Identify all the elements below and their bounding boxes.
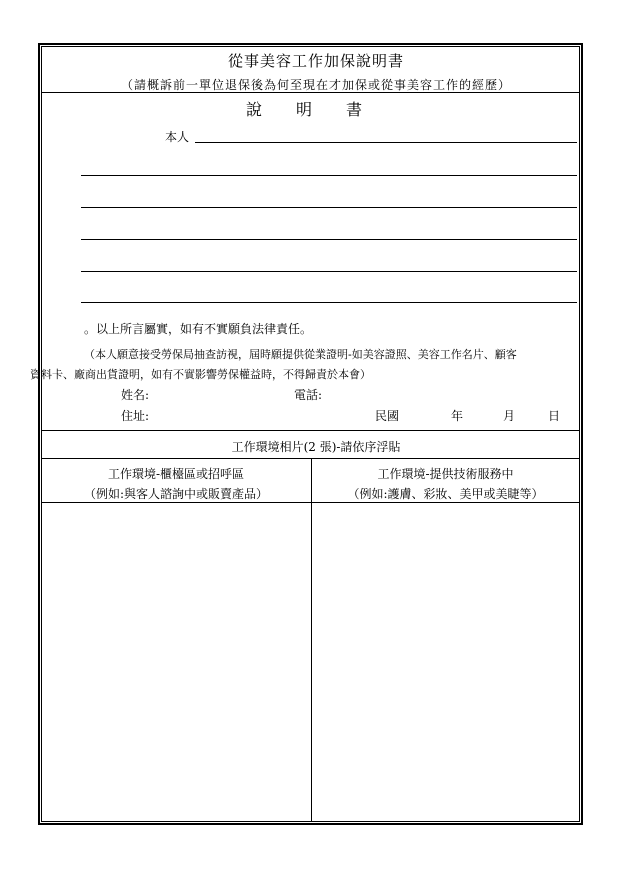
statement-line-3[interactable]	[81, 239, 577, 240]
section-heading	[246, 97, 396, 120]
right-photo-example: （例如:護膚、彩妝、美甲或美睫等）	[347, 487, 544, 501]
statement-line-2[interactable]	[81, 207, 577, 208]
left-photo-example: （例如:與客人諮詢中或販賣產品）	[83, 487, 269, 501]
document-title: 從事美容工作加保說明書	[227, 52, 404, 70]
photo-section-top-divider	[41, 430, 580, 431]
heading-char-2: 明	[296, 100, 313, 119]
left-photo-area[interactable]	[42, 503, 310, 821]
date-year-label: 年	[451, 409, 464, 423]
address-label: 住址:	[121, 409, 150, 423]
heading-char-1: 說	[246, 100, 263, 119]
person-label: 本人	[165, 130, 190, 144]
statement-line-5[interactable]	[81, 302, 577, 303]
name-label: 姓名:	[121, 388, 150, 402]
title-divider	[41, 92, 580, 93]
right-photo-title: 工作環境-提供技術服務中	[377, 467, 514, 481]
date-month-label: 月	[503, 409, 516, 423]
left-photo-title: 工作環境-櫃檯區或招呼區	[107, 467, 245, 481]
date-day-label: 日	[548, 409, 561, 423]
right-photo-area[interactable]	[312, 503, 579, 821]
phone-label: 電話:	[294, 388, 323, 402]
statement-line-0[interactable]	[195, 142, 577, 143]
heading-char-3: 書	[346, 100, 363, 119]
statement-line-1[interactable]	[81, 175, 577, 176]
statement-line-4[interactable]	[81, 271, 577, 272]
photo-section-header: 工作環境相片(2 張)-請依序浮貼	[231, 440, 401, 454]
consent-line-1: （本人願意接受勞保局抽查訪視，屆時願提供從業證明-如美容證照、美容工作名片、顧客	[84, 348, 517, 361]
declaration-text: 。以上所言屬實，如有不實願負法律責任。	[84, 322, 313, 336]
document-subtitle: （請概訴前一單位退保後為何至現在才加保或從事美容工作的經歷）	[120, 78, 511, 92]
date-era-label: 民國	[375, 409, 400, 423]
consent-line-2: 資料卡、廠商出貨證明，如有不實影響勞保權益時，不得歸責於本會）	[30, 368, 371, 381]
